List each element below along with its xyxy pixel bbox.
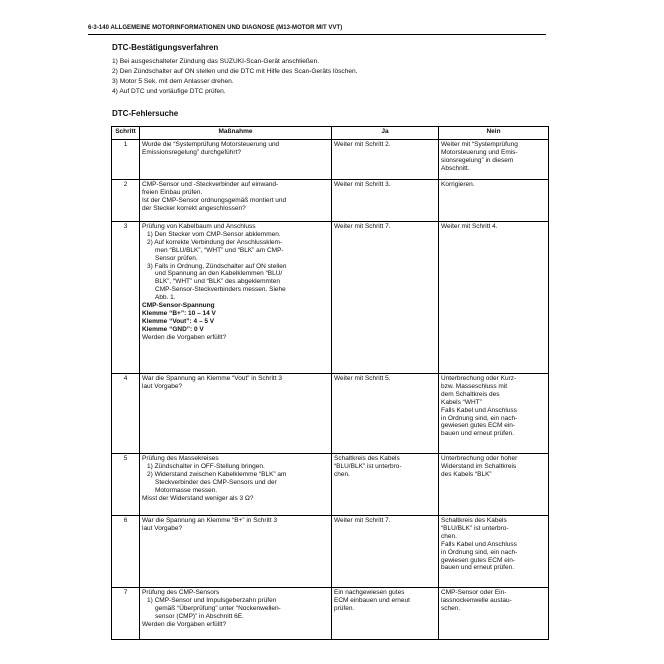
- action-line: BLK”, “WHT” und “BLK” des abgeklemmten: [155, 278, 280, 286]
- table-row: [112, 454, 549, 516]
- yes-line: Weiter mit Schritt 3.: [334, 181, 391, 188]
- spec-heading: CMP-Sensor-Spannung: [142, 302, 215, 310]
- yes-cell: [332, 588, 439, 640]
- action-line: 1) Zündschalter in OFF-Stellung bringen.: [147, 462, 265, 470]
- yes-line: prüfen.: [334, 604, 355, 612]
- action-line: der Stecker korrekt angeschlossen?: [142, 204, 246, 212]
- action-line: sensor (CMP)” in Abschnitt 6E.: [155, 612, 244, 620]
- yes-cell: [332, 222, 439, 374]
- spec-line: Klemme “Vout”: 4 – 5 V: [142, 317, 215, 325]
- no-line: lassnockenwelle austau-: [441, 596, 512, 604]
- no-line: Abschnitt.: [441, 164, 470, 172]
- no-line: dem Schaltkreis des: [441, 390, 500, 398]
- no-line: gewiesen gutes ECM ein-: [441, 422, 516, 430]
- action-line: Werden die Vorgaben erfüllt?: [142, 620, 227, 628]
- no-line: chen.: [441, 532, 457, 540]
- column-header-step: Schritt: [112, 127, 140, 140]
- yes-line: chen.: [334, 470, 350, 478]
- no-cell: [439, 222, 549, 374]
- yes-cell: [332, 374, 439, 454]
- table-row: [112, 516, 549, 588]
- no-line: gewiesen gutes ECM ein-: [441, 556, 516, 564]
- step-number: 1: [112, 140, 140, 180]
- spec-line: Klemme “B+”: 10 – 14 V: [142, 309, 216, 317]
- action-line: Sensor prüfen.: [155, 254, 198, 262]
- no-line: Unterbrechung oder hoher: [441, 455, 518, 462]
- table-row: [112, 180, 549, 222]
- no-line: sionsregelung” in diesem: [441, 156, 514, 164]
- action-cell: [140, 222, 332, 374]
- action-line: War die Spannung an Klemme “Vout” in Schritt 3: [142, 375, 282, 382]
- action-cell: [140, 454, 332, 516]
- action-cell: [140, 140, 332, 180]
- yes-cell: [332, 516, 439, 588]
- no-line: Falls Kabel und Anschluss: [441, 406, 517, 414]
- action-cell: [140, 588, 332, 640]
- no-cell: [439, 180, 549, 222]
- table-row: [112, 588, 549, 640]
- action-line: Emissionsregelung” durchgeführt?: [142, 148, 241, 156]
- action-line: Prüfung des Massekreises: [142, 455, 219, 462]
- action-line: 2) Widerstand zwischen Kabelklemme “BLK” am: [147, 470, 287, 478]
- yes-cell: [332, 140, 439, 180]
- page-header: 6-3-140 ALLGEMEINE MOTORINFORMATIONEN UND DIAGNOSE (M13-MOTOR MIT VVT): [88, 25, 546, 35]
- table-header-row: [112, 127, 549, 140]
- yes-line: Weiter mit Schritt 7.: [334, 223, 391, 230]
- yes-cell: [332, 180, 439, 222]
- no-line: Widerstand im Schaltkreis: [441, 462, 517, 470]
- no-line: bzw. Masseschluss mit: [441, 382, 508, 390]
- action-line: CMP-Sensor-Steckverbinders messen. Siehe: [155, 286, 286, 294]
- action-line: CMP-Sensor und -Steckverbinder auf einwand-: [142, 181, 279, 188]
- no-line: Unterbrechung oder Kurz-: [441, 375, 517, 382]
- action-line: gemäß “Überprüfung” unter “Nockenwellen-: [155, 604, 281, 612]
- no-cell: [439, 588, 549, 640]
- confirmation-step: 2) Den Zündschalter auf ON stellen und die DTC mit Hilfe des Scan-Geräts löschen.: [112, 67, 358, 75]
- action-line: laut Vorgabe?: [142, 382, 183, 390]
- action-cell: [140, 516, 332, 588]
- no-line: Weiter mit Schritt 4.: [441, 223, 498, 230]
- table-row: [112, 222, 549, 374]
- spec-line: Klemme “GND”: 0 V: [142, 325, 204, 333]
- no-cell: [439, 516, 549, 588]
- table-row: [112, 374, 549, 454]
- no-line: Falls Kabel und Anschluss: [441, 540, 517, 548]
- yes-line: Weiter mit Schritt 7.: [334, 517, 391, 524]
- table-row: [112, 140, 549, 180]
- no-line: in Ordnung sind, ein nach-: [441, 548, 518, 556]
- yes-line: Weiter mit Schritt 2.: [334, 141, 391, 148]
- section-title-confirmation: DTC-Bestätigungsverfahren: [112, 43, 219, 52]
- column-header-no: Nein: [439, 127, 549, 140]
- action-line: Motormasse messen.: [155, 486, 218, 494]
- no-line: Korrigieren.: [441, 181, 475, 188]
- action-line: Werden die Vorgaben erfüllt?: [142, 333, 227, 341]
- action-line: Steckverbinder des CMP-Sensors und der: [155, 478, 277, 486]
- action-line: 2) Auf korrekte Verbindung der Anschlussklem-: [147, 238, 283, 246]
- no-line: Weiter mit “Systemprüfung: [441, 141, 518, 148]
- yes-line: Ein nachgewiesen gutes: [334, 589, 405, 596]
- step-number: 4: [112, 374, 140, 454]
- step-number: 7: [112, 588, 140, 640]
- yes-line: “BLU/BLK” ist unterbro-: [334, 462, 402, 470]
- action-line: Abb. 1.: [155, 294, 176, 302]
- confirmation-steps: [112, 57, 358, 97]
- action-line: men “BLU/BLK”, “WHT” und “BLK” am CMP-: [155, 246, 284, 254]
- yes-line: Schaltkreis des Kabels: [334, 455, 400, 462]
- action-line: laut Vorgabe?: [142, 524, 183, 532]
- action-cell: [140, 180, 332, 222]
- no-line: bauen und erneut prüfen.: [441, 564, 515, 572]
- action-line: Prüfung von Kabelbaum und Anschluss: [142, 223, 256, 230]
- action-line: 3) Falls in Ordnung, Zündschalter auf ON stellen: [147, 262, 287, 270]
- action-line: War die Spannung an Klemme “B+” in Schritt 3: [142, 517, 278, 524]
- no-cell: [439, 140, 549, 180]
- action-cell: [140, 374, 332, 454]
- manual-page: [88, 0, 568, 664]
- no-line: bauen und erneut prüfen.: [441, 430, 515, 438]
- no-line: Kabels “WHT”: [441, 398, 482, 406]
- action-line: Ist der CMP-Sensor ordnungsgemäß montiert und: [142, 196, 287, 204]
- no-line: CMP-Sensor oder Ein-: [441, 589, 507, 596]
- yes-line: ECM einbauen und erneut: [334, 596, 410, 604]
- no-line: Motorsteuerung und Emis-: [441, 148, 518, 156]
- section-title-troubleshooting: DTC-Fehlersuche: [112, 109, 179, 118]
- troubleshooting-table: [111, 126, 549, 640]
- action-line: freien Einbau prüfen.: [142, 188, 203, 196]
- confirmation-step: 1) Bei ausgeschalteter Zündung das SUZUKI-Scan-Gerät anschließen.: [112, 58, 320, 65]
- action-line: Prüfung des CMP-Sensors: [142, 589, 220, 596]
- step-number: 3: [112, 222, 140, 374]
- action-line: Misst der Widerstand weniger als 3 Ω?: [142, 494, 254, 502]
- confirmation-step: 3) Motor 5 Sek. mit dem Anlasser drehen.: [112, 77, 234, 85]
- action-line: Wurde die “Systemprüfung Motorsteuerung und: [142, 141, 280, 148]
- no-line: schen.: [441, 604, 461, 612]
- yes-cell: [332, 454, 439, 516]
- action-line: 1) CMP-Sensor und Impulsgeberzahn prüfen: [147, 596, 277, 604]
- confirmation-step: 4) Auf DTC und vorläufige DTC prüfen.: [112, 87, 226, 95]
- action-line: und Spannung an den Kabelklemmen “BLU/: [155, 270, 283, 278]
- no-line: Schaltkreis des Kabels: [441, 517, 507, 524]
- action-line: 1) Den Stecker vom CMP-Sensor abklemmen.: [147, 230, 281, 238]
- yes-line: Weiter mit Schritt 5.: [334, 375, 391, 382]
- step-number: 2: [112, 180, 140, 222]
- no-line: “BLU/BLK” ist unterbro-: [441, 524, 509, 532]
- step-number: 5: [112, 454, 140, 516]
- column-header-action: Maßnahme: [140, 127, 332, 140]
- no-cell: [439, 454, 549, 516]
- column-header-yes: Ja: [332, 127, 439, 140]
- no-line: des Kabels “BLK”: [441, 470, 492, 478]
- step-number: 6: [112, 516, 140, 588]
- no-cell: [439, 374, 549, 454]
- no-line: in Ordnung sind, ein nach-: [441, 414, 518, 422]
